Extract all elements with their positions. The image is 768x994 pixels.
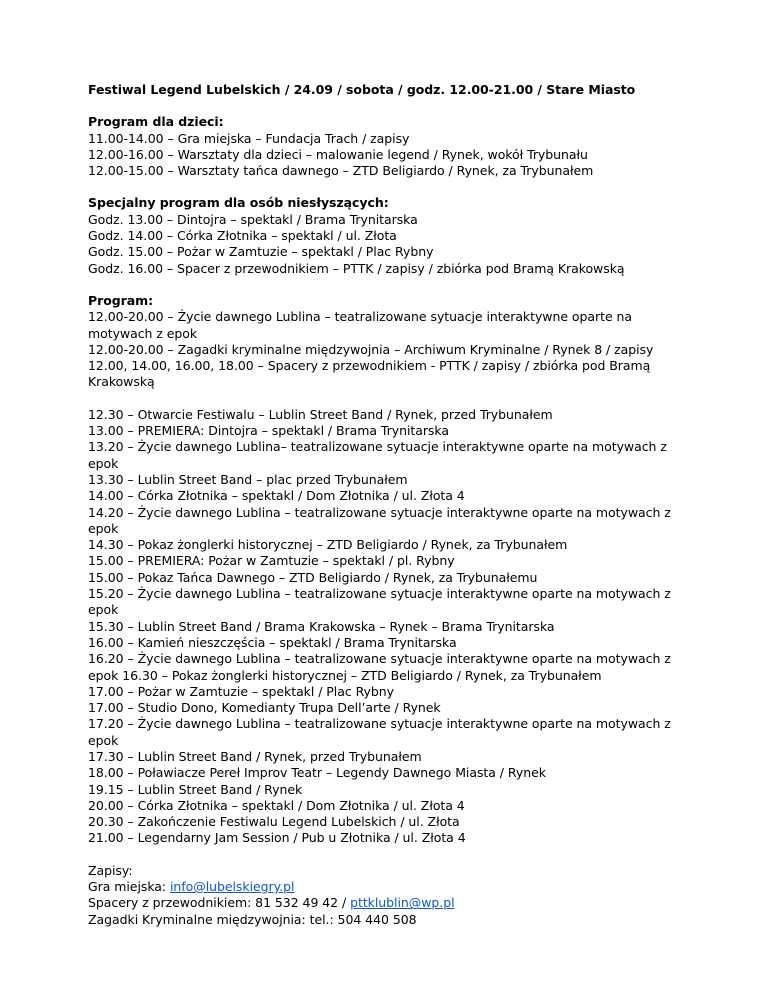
deaf-program-heading: Specjalny program dla osób niesłyszących: bbox=[88, 195, 389, 211]
schedule-item: 14.00 – Córka Złotnika – spektakl / Dom Złotnika / ul. Złota 4 bbox=[88, 488, 465, 504]
main-program-section bbox=[88, 293, 688, 391]
children-program-section bbox=[88, 114, 688, 179]
children-program-line: 12.00-15.00 – Warsztaty tańca dawnego – ZTD Beligiardo / Rynek, za Trybunałem bbox=[88, 163, 594, 179]
schedule-item: 17.00 – Studio Dono, Komedianty Trupa Dell’arte / Rynek bbox=[88, 700, 441, 716]
main-program-line: 12.00-20.00 – Zagadki kryminalne międzywojnia – Archiwum Kryminalne / Rynek 8 / zapisy bbox=[88, 341, 654, 357]
schedule-item: 15.20 – Życie dawnego Lublina – teatralizowane sytuacje interaktywne oparte na motywach z epok bbox=[88, 586, 671, 618]
schedule-item: 13.20 – Życie dawnego Lublina– teatralizowane sytuacje interaktywne oparte na motywach z epok bbox=[88, 439, 667, 471]
schedule-item: 15.00 – Pokaz Tańca Dawnego – ZTD Beligiardo / Rynek, za Trybunałemu bbox=[88, 569, 538, 585]
registration-game-line bbox=[88, 879, 688, 895]
children-program-line: 11.00-14.00 – Gra miejska – Fundacja Trach / zapisy bbox=[88, 130, 410, 146]
schedule-item: 14.20 – Życie dawnego Lublina – teatralizowane sytuacje interaktywne oparte na motywach z epok bbox=[88, 504, 671, 536]
schedule-item: 18.00 – Poławiacze Pereł Improv Teatr – Legendy Dawnego Miasta / Rynek bbox=[88, 765, 546, 781]
game-email-link[interactable]: info@lubelskiegry.pl bbox=[170, 879, 295, 895]
main-program-line: 12.00, 14.00, 16.00, 18.00 – Spacery z przewodnikiem - PTTK / zapisy / zbiórka pod Bramą Krakowską bbox=[88, 358, 651, 390]
registration-section bbox=[88, 863, 688, 928]
schedule-item: 12.30 – Otwarcie Festiwalu – Lublin Street Band / Rynek, przed Trybunałem bbox=[88, 406, 553, 422]
schedule-item: 15.30 – Lublin Street Band / Brama Krakowska – Rynek – Brama Trynitarska bbox=[88, 618, 555, 634]
schedule-item: 19.15 – Lublin Street Band / Rynek bbox=[88, 781, 303, 797]
schedule-item: 21.00 – Legendarny Jam Session / Pub u Złotnika / ul. Złota 4 bbox=[88, 830, 466, 846]
schedule-item: 17.00 – Pożar w Zamtuzie – spektakl / Plac Rybny bbox=[88, 683, 394, 699]
schedule-item: 20.00 – Córka Złotnika – spektakl / Dom Złotnika / ul. Złota 4 bbox=[88, 797, 465, 813]
main-program-heading: Program: bbox=[88, 292, 154, 308]
document-title: Festiwal Legend Lubelskich / 24.09 / sobota / godz. 12.00-21.00 / Stare Miasto bbox=[88, 82, 636, 97]
schedule-item: 15.00 – PREMIERA: Pożar w Zamtuzie – spektakl / pl. Rybny bbox=[88, 553, 455, 569]
deaf-program-line: Godz. 13.00 – Dintojra – spektakl / Brama Trynitarska bbox=[88, 211, 418, 227]
walks-email-link[interactable]: pttklublin@wp.pl bbox=[350, 895, 455, 911]
schedule-item: 14.30 – Pokaz żonglerki historycznej – ZTD Beligiardo / Rynek, za Trybunałem bbox=[88, 537, 568, 553]
main-program-line: 12.00-20.00 – Życie dawnego Lublina – teatralizowane sytuacje interaktywne oparte na motywach z epok bbox=[88, 309, 633, 341]
deaf-program-line: Godz. 14.00 – Córka Złotnika – spektakl / ul. Złota bbox=[88, 228, 397, 244]
deaf-program-line: Godz. 15.00 – Pożar w Zamtuzie – spektakl / Plac Rybny bbox=[88, 244, 434, 260]
deaf-program-line: Godz. 16.00 – Spacer z przewodnikiem – PTTK / zapisy / zbiórka pod Bramą Krakowską bbox=[88, 260, 625, 276]
registration-heading: Zapisy: bbox=[88, 862, 133, 878]
children-program-line: 12.00-16.00 – Warsztaty dla dzieci – malowanie legend / Rynek, wokół Trybunału bbox=[88, 146, 588, 162]
registration-game-label: Gra miejska: bbox=[88, 879, 170, 895]
children-program-heading: Program dla dzieci: bbox=[88, 114, 224, 130]
schedule-item: 13.00 – PREMIERA: Dintojra – spektakl / Brama Trynitarska bbox=[88, 423, 449, 439]
schedule-item: 20.30 – Zakończenie Festiwalu Legend Lubelskich / ul. Złota bbox=[88, 814, 460, 830]
schedule-item: 16.20 – Życie dawnego Lublina – teatralizowane sytuacje interaktywne oparte na motywach z epok 16.30 – Pokaz żonglerki historycznej – ZTD Beligiardo / Rynek, za Trybunałem bbox=[88, 651, 671, 683]
registration-walks-label: Spacery z przewodnikiem: 81 532 49 42 / bbox=[88, 895, 351, 911]
schedule-item: 13.30 – Lublin Street Band – plac przed Trybunałem bbox=[88, 471, 408, 487]
document-page bbox=[88, 82, 688, 928]
deaf-program-section bbox=[88, 195, 688, 276]
registration-walks-line bbox=[88, 895, 688, 911]
registration-crime-line: Zagadki Kryminalne międzywojnia: tel.: 504 440 508 bbox=[88, 911, 417, 927]
schedule-section bbox=[88, 407, 688, 847]
schedule-item: 16.00 – Kamień nieszczęścia – spektakl / Brama Trynitarska bbox=[88, 634, 457, 650]
schedule-item: 17.20 – Życie dawnego Lublina – teatralizowane sytuacje interaktywne oparte na motywach z epok bbox=[88, 716, 671, 748]
schedule-item: 17.30 – Lublin Street Band / Rynek, przed Trybunałem bbox=[88, 748, 422, 764]
